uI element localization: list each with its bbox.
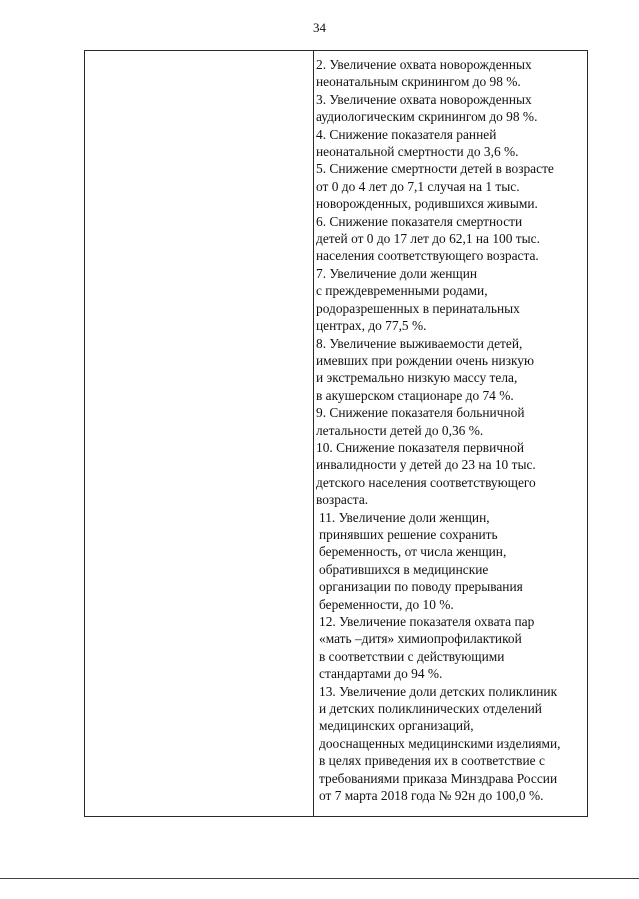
goal-item-line: имевших при рождении очень низкую — [316, 352, 534, 368]
goal-item-line: 12. Увеличение показателя охвата пар — [319, 614, 535, 629]
goal-item-line: в акушерском стационаре до 74 %. — [316, 387, 514, 403]
goal-item-line: обратившихся в медицинские — [319, 561, 489, 577]
goal-item-line: детей от 0 до 17 лет до 62,1 на 100 тыс. — [316, 231, 540, 247]
goal-item-line: 4. Снижение показателя ранней — [316, 126, 497, 142]
goals-table — [84, 50, 588, 817]
goal-item-line: возраста. — [316, 492, 369, 508]
goal-item-line: стандартами до 94 %. — [319, 666, 443, 682]
goal-item-line: летальности детей до 0,36 %. — [316, 422, 484, 438]
goal-item-line: населения соответствующего возраста. — [316, 248, 539, 264]
goal-item-line: организации по поводу прерывания — [319, 579, 523, 595]
goal-item-line: неонатальной смертности до 3,6 %. — [316, 144, 519, 160]
page-number: 34 — [313, 20, 326, 35]
goal-item-line: неонатальным скринингом до 98 %. — [316, 74, 521, 90]
goal-item — [316, 509, 584, 613]
goal-item-line: новорожденных, родившихся живыми. — [316, 196, 538, 212]
goal-item-line: и детских поликлинических отделений — [319, 701, 542, 717]
goal-item-line: 8. Увеличение выживаемости детей, — [316, 335, 523, 351]
goal-item-line: аудиологическим скринингом до 98 %. — [316, 109, 538, 125]
goal-item-line: 9. Снижение показателя больничной — [316, 405, 525, 421]
goal-item-line: от 7 марта 2018 года № 92н до 100,0 %. — [319, 788, 544, 804]
goal-item-line: медицинских организаций, — [319, 718, 474, 734]
goal-item-line: 11. Увеличение доли женщин, — [319, 509, 490, 525]
goal-item — [316, 683, 584, 805]
goal-item — [316, 404, 584, 439]
goal-item-line: детского населения соответствующего — [316, 474, 536, 490]
goal-item-line: 2. Увеличение охвата новорожденных — [316, 57, 532, 72]
goal-item — [316, 613, 584, 683]
goal-item-line: беременности, до 10 %. — [319, 596, 454, 612]
goal-item-line: дооснащенных медицинскими изделиями, — [319, 735, 561, 751]
goal-item-line: от 0 до 4 лет до 7,1 случая на 1 тыс. — [316, 178, 520, 194]
goal-item-line: 7. Увеличение доли женщин — [316, 265, 478, 281]
goal-item — [316, 265, 584, 335]
goal-item — [316, 56, 584, 91]
goal-item-line: 5. Снижение смертности детей в возрасте — [316, 161, 554, 177]
goal-item-line: «мать –дитя» химиопрофилактикой — [319, 631, 522, 647]
goal-item-line: беременность, от числа женщин, — [319, 544, 507, 560]
goal-item-line: 3. Увеличение охвата новорожденных — [316, 91, 532, 107]
goal-item-line: 13. Увеличение доли детских поликлиник — [319, 683, 558, 699]
goal-item-line: инвалидности у детей до 23 на 10 тыс. — [316, 457, 536, 473]
goal-item — [316, 91, 584, 126]
goal-item — [316, 160, 584, 212]
footer-rule — [0, 878, 639, 879]
goal-item-line: и экстремально низкую массу тела, — [316, 370, 518, 386]
goal-item-line: родоразрешенных в перинатальных — [316, 300, 520, 316]
goal-item-line: с преждевременными родами, — [316, 283, 488, 299]
goal-item-line: в целях приведения их в соответствие с — [319, 753, 545, 769]
goal-item-line: требованиями приказа Минздрава России — [319, 770, 558, 786]
goal-item-line: 10. Снижение показателя первичной — [316, 439, 525, 455]
goal-item — [316, 213, 584, 265]
goal-item-line: принявших решение сохранить — [319, 526, 498, 542]
goal-item — [316, 439, 584, 509]
goals-cell — [314, 51, 587, 816]
goal-item-line: в соответствии с действующими — [319, 648, 505, 664]
goal-item-line: 6. Снижение показателя смертности — [316, 213, 523, 229]
goals-list — [316, 56, 584, 804]
goal-item — [316, 126, 584, 161]
goal-item — [316, 335, 584, 405]
goal-item-line: центрах, до 77,5 %. — [316, 318, 427, 334]
empty-left-cell — [85, 51, 313, 816]
